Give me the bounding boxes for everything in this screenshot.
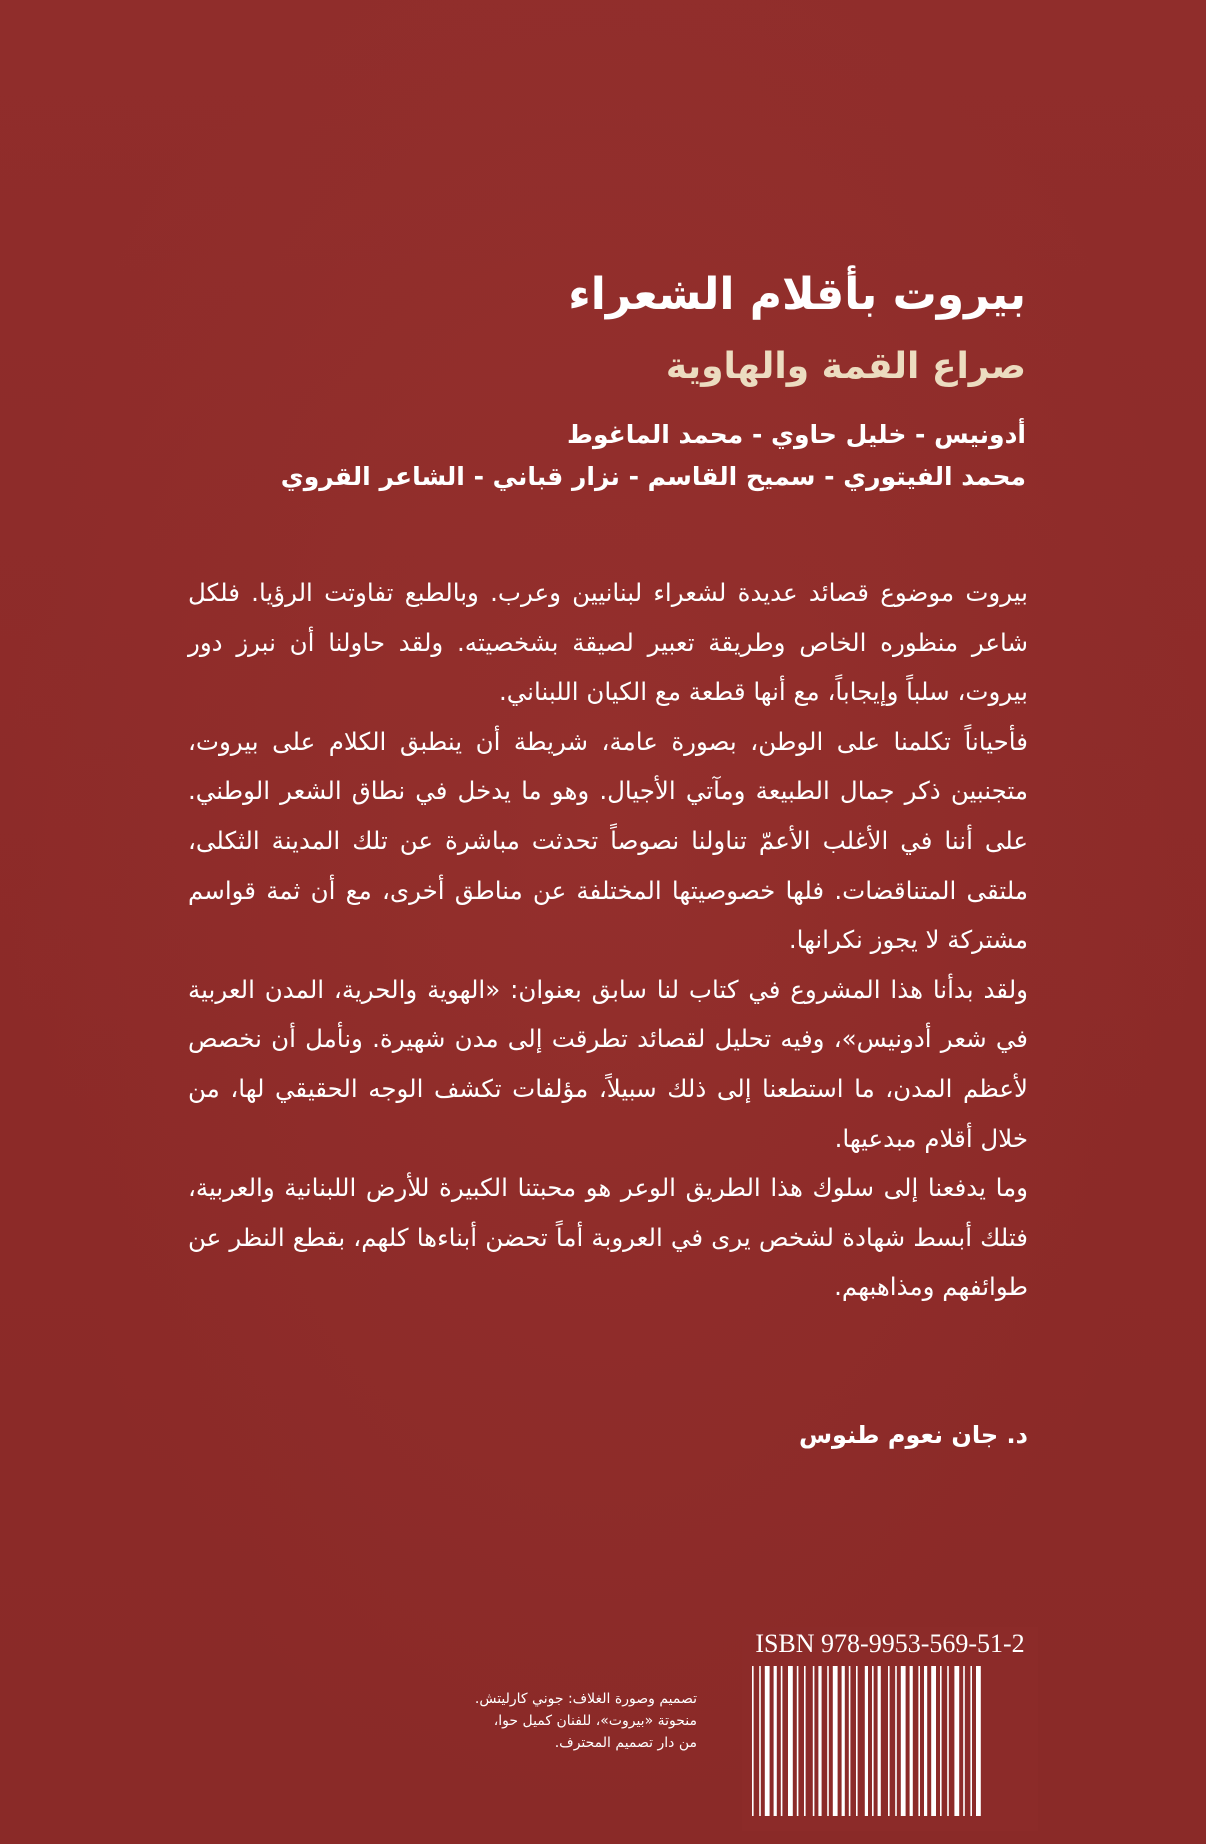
title-block	[226, 268, 1026, 498]
barcode-bar	[878, 1666, 881, 1816]
barcode-bar	[901, 1666, 906, 1816]
barcode-icon	[748, 1666, 1034, 1828]
barcode-bar	[931, 1666, 936, 1816]
barcode-bar	[872, 1666, 874, 1816]
barcode-bar	[849, 1666, 851, 1816]
barcode-bar	[797, 1666, 799, 1816]
credit-line-1: تصميم وصورة الغلاف: جوني كارليتش.	[474, 1691, 697, 1707]
barcode-bar	[842, 1666, 845, 1816]
barcode-bar	[813, 1666, 815, 1816]
credit-line-3: من دار تصميم المحترف.	[554, 1735, 697, 1751]
barcode-bar	[910, 1666, 913, 1816]
barcode-bar	[918, 1666, 920, 1816]
blurb-text	[188, 568, 1028, 1312]
barcode-bar	[940, 1666, 942, 1816]
poets-line-2: محمد الفيتوري - سميح القاسم - نزار قباني - الشاعر القروي	[280, 462, 1026, 491]
barcode-bar	[895, 1666, 897, 1816]
blurb-author: د. جان نعوم طنوس	[798, 1421, 1028, 1449]
barcode-bar	[833, 1666, 838, 1816]
barcode-bar	[954, 1666, 959, 1816]
barcode-bar	[759, 1666, 761, 1816]
barcode-bar	[924, 1666, 927, 1816]
blurb-paragraph-2: فأحياناً تكلمنا على الوطن، بصورة عامة، شريطة أن ينطبق الكلام على بيروت، متجنبين ذكر جمال الطبيعة ومآتي الأجيال. وهو ما يدخل في نطاق الشعر الوطني. على أننا في الأغلب الأعمّ تناولنا نصوصاً تحدثت مباشرة عن تلك المدينة الثكلى، ملتقى المتناقضات. فلها خصوصيتها المختلفة عن مناطق أخرى، مع أن ثمة قواسم مشتركة لا يجوز نكرانها.	[188, 726, 1028, 955]
poets-list	[226, 414, 1026, 498]
credit-line-2: منحوتة «بيروت»، للفنان كميل حوا،	[493, 1713, 697, 1729]
poets-line-1: أدونيس - خليل حاوي - محمد الماغوط	[567, 420, 1026, 449]
barcode-bar	[865, 1666, 868, 1816]
barcode-bar	[765, 1666, 770, 1816]
barcode-bar	[976, 1666, 981, 1816]
barcode-bar	[781, 1666, 783, 1816]
barcode-bar	[752, 1666, 754, 1816]
blurb-paragraph-1: بيروت موضوع قصائد عديدة لشعراء لبنانيين وعرب. وبالطبع تفاوتت الرؤيا. فلكل شاعر منظوره الخاص وطريقة تعبير لصيقة بشخصيته. ولقد حاولنا أن نبرز دور بيروت، سلباً وإيجاباً، مع أنها قطعة مع الكيان اللبناني.	[188, 578, 1028, 707]
barcode-bar	[818, 1666, 821, 1816]
book-subtitle: صراع القمة والهاوية	[665, 346, 1026, 387]
blurb-paragraph-4: وما يدفعنا إلى سلوك هذا الطريق الوعر هو محبتنا الكبيرة للأرض اللبنانية والعربية، فتلك أبسط شهادة لشخص يرى في العروبة أماً تحضن أبناءها كلهم، بقطع النظر عن طوائفهم ومذاهبهم.	[188, 1173, 1028, 1302]
cover-credits	[475, 1688, 697, 1754]
barcode-bar	[947, 1666, 949, 1816]
blurb-paragraph-3: ولقد بدأنا هذا المشروع في كتاب لنا سابق بعنوان: «الهوية والحرية، المدن العربية في شعر أدونيس»، وفيه تحليل لقصائد تطرقت إلى مدن شهيرة. ونأمل أن نخصص لأعظم المدن، ما استطعنا إلى ذلك سبيلاً، مؤلفات تكشف الوجه الحقيقي لها، من خلال أقلام مبدعيها.	[188, 974, 1028, 1153]
barcode-bar	[963, 1666, 965, 1816]
barcode-bar	[827, 1666, 829, 1816]
barcode-bar	[970, 1666, 972, 1816]
barcode-bar	[774, 1666, 777, 1816]
isbn-number: ISBN 978-9953-569-51-2	[755, 1629, 1025, 1658]
book-title: بيروت بأقلام الشعراء	[568, 269, 1026, 320]
barcode-bar	[888, 1666, 890, 1816]
barcode-bar	[856, 1666, 858, 1816]
barcode-bar	[804, 1666, 806, 1816]
barcode-bar	[788, 1666, 793, 1816]
